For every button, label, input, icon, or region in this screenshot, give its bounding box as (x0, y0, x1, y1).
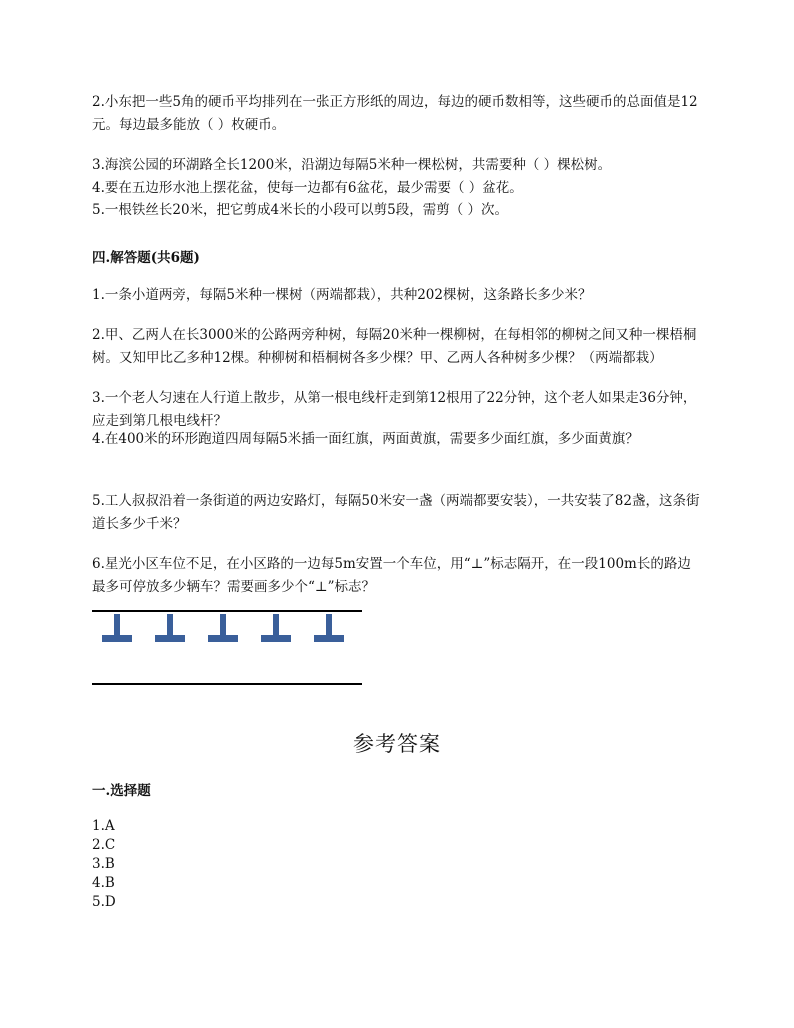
fill-blank-q4: 4.要在五边形水池上摆花盆，使每一边都有6盆花，最少需要（ ）盆花。 (92, 180, 523, 196)
question-6: 6.星光小区车位不足，在小区路的一边每5m安置一个车位，用“⊥”标志隔开，在一段100m长的路边最多可停放多少辆车？需要画多少个“⊥”标志？ (92, 556, 691, 595)
fill-blank-q3: 3.海滨公园的环湖路全长1200米，沿湖边每隔5米种一棵松树，共需要种（ ）棵松树。 (92, 157, 612, 173)
fill-blank-q2: 2.小东把一些5角的硬币平均排列在一张正方形纸的周边，每边的硬币数相等，这些硬币的总面值是12元。每边最多能放（ ）枚硬币。 (92, 94, 698, 133)
parking-marker-3 (208, 614, 238, 642)
answer-item-2: 2.C (92, 837, 116, 853)
parking-marker-2 (155, 614, 185, 642)
answer-item-1: 1.A (92, 818, 115, 834)
question-5: 5.工人叔叔沿着一条街道的两边安路灯，每隔50米安一盏（两端都要安装），一共安装了82盏，这条街道长多少千米？ (92, 493, 700, 532)
question-2: 2.甲、乙两人在长3000米的公路两旁种树，每隔20米种一棵柳树，在每相邻的柳树之间又种一棵梧桐树。又知甲比乙多种12棵。种柳树和梧桐树各多少棵？甲、乙两人各种树多少棵？（两端都栽） (92, 327, 697, 366)
parking-marker-4 (261, 614, 291, 642)
parking-markers (102, 614, 344, 642)
answer-item-5: 5.D (92, 894, 116, 910)
answer-item-4: 4.B (92, 875, 115, 891)
parking-marker-1 (102, 614, 132, 642)
answer-item-3: 3.B (92, 856, 115, 872)
answer-key-title: 参考答案 (353, 732, 441, 756)
fill-blank-q5: 5.一根铁丝长20米，把它剪成4米长的小段可以剪5段，需剪（ ）次。 (92, 202, 509, 218)
parking-marker-5 (314, 614, 344, 642)
answer-section-heading: 一.选择题 (92, 783, 151, 799)
question-3: 3.一个老人匀速在人行道上散步，从第一根电线杆走到第12根用了22分钟，这个老人如果走36分钟，应走到第几根电线杆？ (92, 390, 697, 429)
question-4: 4.在400米的环形跑道四周每隔5米插一面红旗，两面黄旗，需要多少面红旗，多少面黄旗？ (92, 431, 639, 447)
parking-diagram (92, 606, 364, 690)
question-1: 1.一条小道两旁，每隔5米种一棵树（两端都栽），共种202棵树，这条路长多少米？ (92, 287, 592, 303)
section-heading-answer-questions: 四.解答题(共6题) (92, 250, 200, 266)
